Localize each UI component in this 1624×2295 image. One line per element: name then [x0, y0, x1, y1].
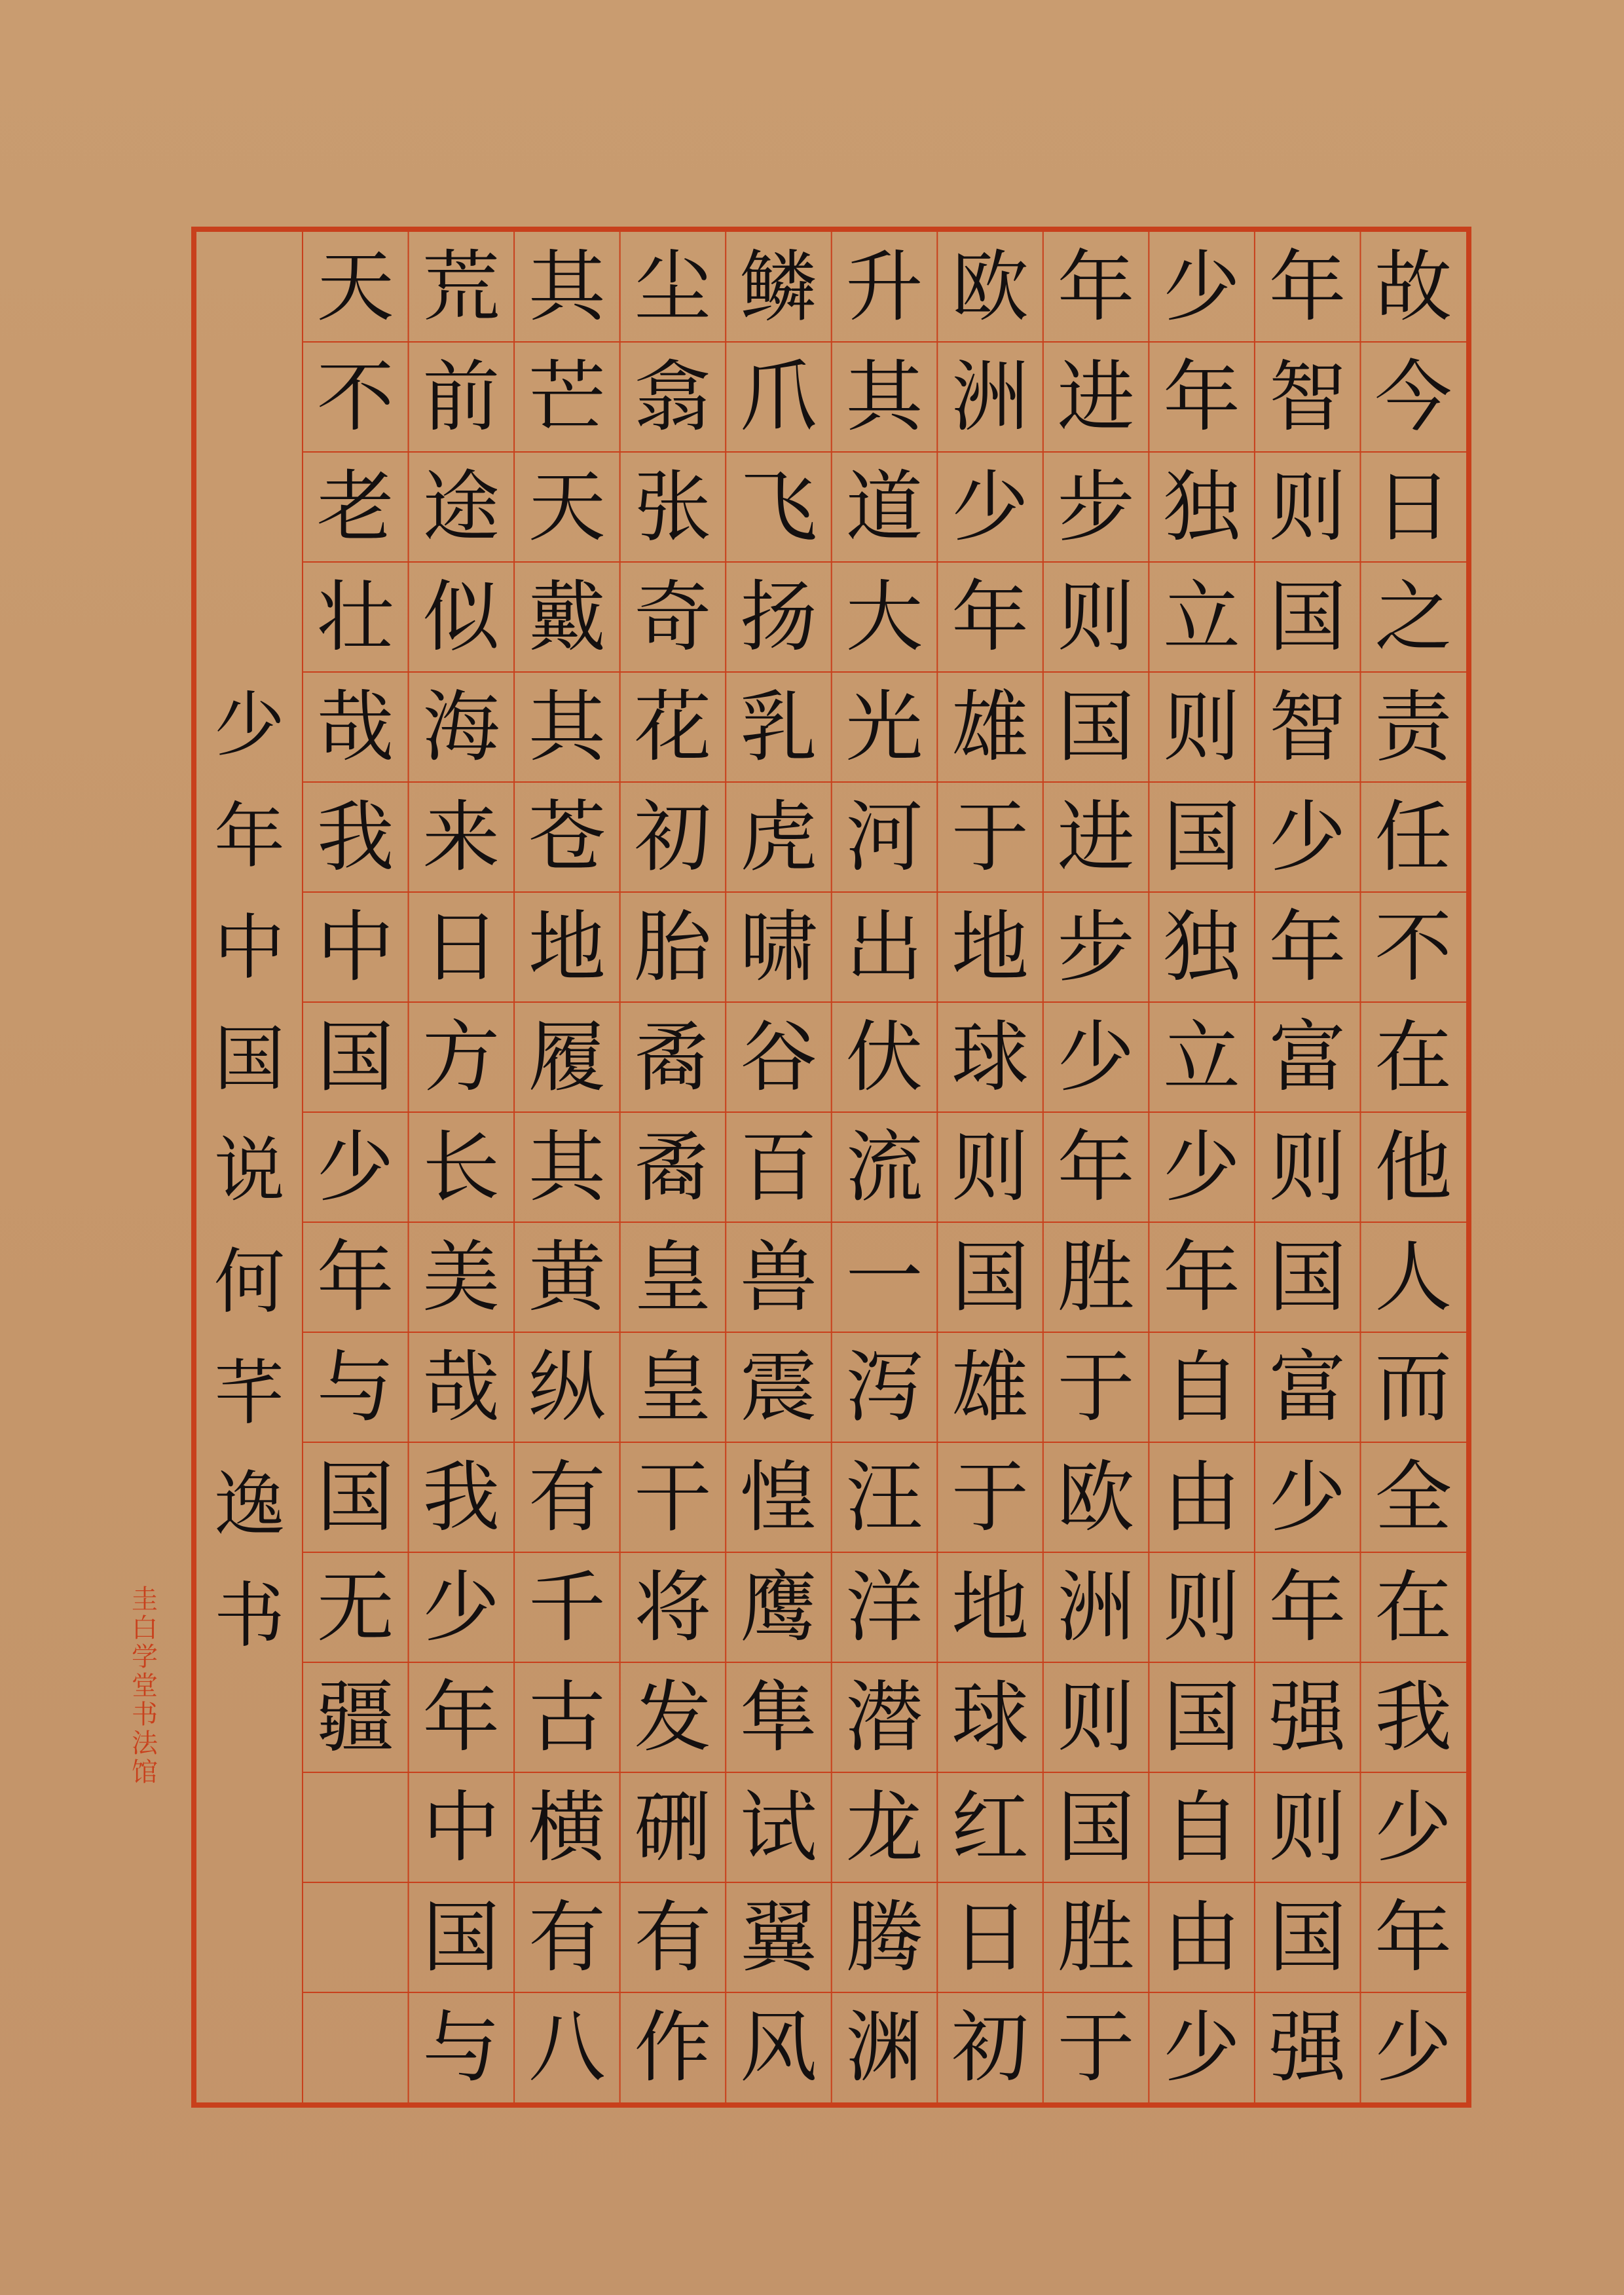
calligraphy-char: 海 [422, 682, 500, 772]
calligraphy-char: 泻 [845, 1342, 923, 1432]
calligraphy-char: 渊 [845, 2002, 923, 2093]
calligraphy-char: 流 [845, 1122, 923, 1212]
signature-char: 少 [213, 684, 285, 766]
calligraphy-text-grid [196, 232, 1466, 2102]
calligraphy-char: 天 [528, 462, 606, 552]
calligraphy-char: 百 [739, 1122, 817, 1212]
seal-char: 堂 [132, 1671, 158, 1701]
calligraphy-char: 地 [528, 902, 606, 992]
calligraphy-grid-frame [191, 227, 1471, 2108]
signature-char: 芊 [213, 1353, 285, 1434]
calligraphy-char: 富 [1268, 1012, 1346, 1102]
signature-char: 国 [213, 1018, 285, 1100]
calligraphy-char: 故 [1375, 242, 1452, 332]
calligraphy-char: 惶 [739, 1452, 817, 1542]
calligraphy-char: 翼 [739, 1892, 817, 1983]
calligraphy-char: 老 [316, 462, 394, 552]
calligraphy-char: 则 [1268, 1122, 1346, 1212]
calligraphy-char: 飞 [739, 462, 817, 552]
calligraphy-char: 由 [1163, 1452, 1241, 1542]
calligraphy-char: 步 [1057, 902, 1135, 992]
calligraphy-char: 少 [1268, 792, 1346, 882]
calligraphy-char: 国 [1268, 1232, 1346, 1322]
calligraphy-char: 潜 [845, 1672, 923, 1763]
calligraphy-char: 光 [845, 682, 923, 772]
calligraphy-char: 风 [739, 2002, 817, 2093]
calligraphy-char: 年 [1268, 1562, 1346, 1652]
calligraphy-char: 奇 [634, 572, 712, 662]
calligraphy-char: 球 [951, 1672, 1029, 1763]
calligraphy-char: 由 [1163, 1892, 1241, 1983]
calligraphy-char: 则 [1268, 462, 1346, 552]
signature-char: 何 [213, 1241, 285, 1323]
calligraphy-char: 我 [422, 1452, 500, 1542]
calligraphy-char: 苍 [528, 792, 606, 882]
seal-char: 白 [132, 1613, 158, 1643]
calligraphy-char: 进 [1057, 352, 1135, 442]
calligraphy-char: 红 [951, 1782, 1029, 1873]
calligraphy-char: 矞 [634, 1012, 712, 1102]
calligraphy-char: 少 [1375, 1782, 1452, 1873]
calligraphy-char: 古 [528, 1672, 606, 1763]
calligraphy-char: 年 [1057, 1122, 1135, 1212]
calligraphy-char: 中 [316, 902, 394, 992]
calligraphy-char: 皇 [634, 1342, 712, 1432]
calligraphy-char: 哉 [422, 1342, 500, 1432]
calligraphy-char: 欧 [951, 242, 1029, 332]
calligraphy-char: 少 [316, 1122, 394, 1212]
calligraphy-char: 一 [845, 1232, 923, 1322]
calligraphy-char: 疆 [316, 1672, 394, 1763]
calligraphy-char: 国 [1057, 1782, 1135, 1873]
calligraphy-char: 乳 [739, 682, 817, 772]
calligraphy-char: 兽 [739, 1232, 817, 1322]
calligraphy-char: 纵 [528, 1342, 606, 1432]
calligraphy-char: 立 [1163, 1012, 1241, 1102]
calligraphy-char: 其 [528, 1122, 606, 1212]
calligraphy-char: 胎 [634, 902, 712, 992]
signature-column [196, 232, 303, 2102]
calligraphy-char: 雄 [951, 1342, 1029, 1432]
calligraphy-char: 作 [634, 2002, 712, 2093]
calligraphy-char: 其 [528, 242, 606, 332]
calligraphy-char: 智 [1268, 352, 1346, 442]
calligraphy-char: 年 [1057, 242, 1135, 332]
calligraphy-char: 他 [1375, 1122, 1452, 1212]
calligraphy-char: 爪 [739, 352, 817, 442]
calligraphy-char: 道 [845, 462, 923, 552]
calligraphy-char: 汪 [845, 1452, 923, 1542]
calligraphy-char: 少 [422, 1562, 500, 1652]
calligraphy-char: 千 [528, 1562, 606, 1652]
calligraphy-char: 少 [1375, 2002, 1452, 2093]
calligraphy-char: 八 [528, 2002, 606, 2093]
calligraphy-char: 震 [739, 1342, 817, 1432]
calligraphy-char: 而 [1375, 1342, 1452, 1432]
calligraphy-char: 球 [951, 1012, 1029, 1102]
calligraphy-char: 国 [422, 1892, 500, 1983]
calligraphy-char: 鹰 [739, 1562, 817, 1652]
calligraphy-char: 进 [1057, 792, 1135, 882]
calligraphy-char: 智 [1268, 682, 1346, 772]
studio-seal [130, 1585, 160, 1787]
calligraphy-char: 有 [528, 1892, 606, 1983]
calligraphy-char: 强 [1268, 2002, 1346, 2093]
calligraphy-char: 于 [1057, 2002, 1135, 2093]
calligraphy-char: 任 [1375, 792, 1452, 882]
calligraphy-char: 少 [1163, 242, 1241, 332]
calligraphy-char: 皇 [634, 1232, 712, 1322]
calligraphy-char: 出 [845, 902, 923, 992]
calligraphy-char: 不 [1375, 902, 1452, 992]
calligraphy-char: 则 [1057, 1672, 1135, 1763]
calligraphy-char: 干 [634, 1452, 712, 1542]
calligraphy-char: 河 [845, 792, 923, 882]
calligraphy-char: 不 [316, 352, 394, 442]
calligraphy-char: 洋 [845, 1562, 923, 1652]
calligraphy-char: 履 [528, 1012, 606, 1102]
calligraphy-char: 在 [1375, 1562, 1452, 1652]
calligraphy-char: 少 [1057, 1012, 1135, 1102]
calligraphy-char: 年 [1268, 902, 1346, 992]
calligraphy-char: 我 [316, 792, 394, 882]
calligraphy-char: 其 [528, 682, 606, 772]
calligraphy-char: 于 [951, 1452, 1029, 1542]
calligraphy-char: 年 [422, 1672, 500, 1763]
calligraphy-char: 与 [316, 1342, 394, 1432]
calligraphy-char: 立 [1163, 572, 1241, 662]
calligraphy-char: 初 [951, 2002, 1029, 2093]
calligraphy-char: 年 [1163, 1232, 1241, 1322]
calligraphy-char: 谷 [739, 1012, 817, 1102]
calligraphy-char: 与 [422, 2002, 500, 2093]
seal-char: 法 [132, 1728, 158, 1759]
calligraphy-char: 则 [1163, 1562, 1241, 1652]
calligraphy-char: 大 [845, 572, 923, 662]
calligraphy-char: 人 [1375, 1232, 1452, 1322]
calligraphy-char: 日 [422, 902, 500, 992]
calligraphy-char: 国 [951, 1232, 1029, 1322]
calligraphy-char: 我 [1375, 1672, 1452, 1763]
calligraphy-char: 则 [1057, 572, 1135, 662]
calligraphy-char: 芒 [528, 352, 606, 442]
calligraphy-char: 洲 [951, 352, 1029, 442]
calligraphy-char: 似 [422, 572, 500, 662]
calligraphy-char: 国 [1057, 682, 1135, 772]
calligraphy-char: 国 [1268, 572, 1346, 662]
calligraphy-char: 壮 [316, 572, 394, 662]
calligraphy-char: 其 [845, 352, 923, 442]
calligraphy-char: 地 [951, 902, 1029, 992]
signature-char: 逸 [213, 1464, 285, 1546]
calligraphy-char: 日 [951, 1892, 1029, 1983]
calligraphy-char: 天 [316, 242, 394, 332]
calligraphy-char: 有 [528, 1452, 606, 1542]
calligraphy-char: 无 [316, 1562, 394, 1652]
calligraphy-char: 初 [634, 792, 712, 882]
seal-char: 圭 [132, 1584, 158, 1614]
calligraphy-char: 戴 [528, 572, 606, 662]
calligraphy-char: 雄 [951, 682, 1029, 772]
calligraphy-char: 独 [1163, 462, 1241, 552]
signature-char: 中 [213, 907, 285, 989]
signature-char: 说 [213, 1130, 285, 1212]
seal-char: 馆 [132, 1757, 158, 1787]
calligraphy-char: 独 [1163, 902, 1241, 992]
calligraphy-char: 年 [1163, 352, 1241, 442]
calligraphy-char: 少 [1163, 1122, 1241, 1212]
calligraphy-char: 啸 [739, 902, 817, 992]
calligraphy-char: 腾 [845, 1892, 923, 1983]
calligraphy-char: 国 [316, 1452, 394, 1542]
calligraphy-char: 国 [316, 1012, 394, 1102]
calligraphy-char: 花 [634, 682, 712, 772]
calligraphy-char: 年 [1375, 1892, 1452, 1983]
calligraphy-char: 国 [1163, 792, 1241, 882]
calligraphy-char: 年 [316, 1232, 394, 1322]
seal-char: 书 [132, 1700, 158, 1730]
calligraphy-char: 富 [1268, 1342, 1346, 1432]
calligraphy-char: 隼 [739, 1672, 817, 1763]
calligraphy-char: 之 [1375, 572, 1452, 662]
calligraphy-char: 荒 [422, 242, 500, 332]
calligraphy-char: 少 [1163, 2002, 1241, 2093]
calligraphy-char: 长 [422, 1122, 500, 1212]
calligraphy-char: 前 [422, 352, 500, 442]
calligraphy-char: 全 [1375, 1452, 1452, 1542]
calligraphy-char: 将 [634, 1562, 712, 1652]
calligraphy-char: 自 [1163, 1342, 1241, 1432]
calligraphy-char: 年 [1268, 242, 1346, 332]
calligraphy-char: 横 [528, 1782, 606, 1873]
calligraphy-char: 伏 [845, 1012, 923, 1102]
calligraphy-char: 责 [1375, 682, 1452, 772]
calligraphy-char: 于 [1057, 1342, 1135, 1432]
calligraphy-char: 强 [1268, 1672, 1346, 1763]
calligraphy-char: 尘 [634, 242, 712, 332]
calligraphy-char: 则 [1268, 1782, 1346, 1873]
calligraphy-char: 则 [951, 1122, 1029, 1212]
calligraphy-char: 欧 [1057, 1452, 1135, 1542]
calligraphy-char: 地 [951, 1562, 1029, 1652]
calligraphy-char: 年 [951, 572, 1029, 662]
calligraphy-char: 途 [422, 462, 500, 552]
calligraphy-char: 今 [1375, 352, 1452, 442]
calligraphy-char: 于 [951, 792, 1029, 882]
calligraphy-char: 胜 [1057, 1892, 1135, 1983]
calligraphy-char: 则 [1163, 682, 1241, 772]
calligraphy-char: 有 [634, 1892, 712, 1983]
calligraphy-char: 日 [1375, 462, 1452, 552]
calligraphy-char: 少 [951, 462, 1029, 552]
calligraphy-char: 国 [1268, 1892, 1346, 1983]
calligraphy-char: 中 [422, 1782, 500, 1873]
calligraphy-char: 扬 [739, 572, 817, 662]
calligraphy-char: 试 [739, 1782, 817, 1873]
calligraphy-char: 黄 [528, 1232, 606, 1322]
signature-char: 书 [213, 1575, 285, 1657]
calligraphy-char: 硎 [634, 1782, 712, 1873]
calligraphy-char: 鳞 [739, 242, 817, 332]
calligraphy-char: 美 [422, 1232, 500, 1322]
calligraphy-char: 步 [1057, 462, 1135, 552]
calligraphy-char: 国 [1163, 1672, 1241, 1763]
calligraphy-char: 翕 [634, 352, 712, 442]
calligraphy-char: 胜 [1057, 1232, 1135, 1322]
calligraphy-char: 龙 [845, 1782, 923, 1873]
calligraphy-char: 少 [1268, 1452, 1346, 1542]
calligraphy-char: 升 [845, 242, 923, 332]
calligraphy-char: 矞 [634, 1122, 712, 1212]
calligraphy-char: 发 [634, 1672, 712, 1763]
calligraphy-char: 哉 [316, 682, 394, 772]
seal-char: 学 [132, 1642, 158, 1672]
calligraphy-char: 虎 [739, 792, 817, 882]
calligraphy-char: 方 [422, 1012, 500, 1102]
calligraphy-char: 洲 [1057, 1562, 1135, 1652]
signature-char: 年 [213, 796, 285, 878]
calligraphy-char: 在 [1375, 1012, 1452, 1102]
calligraphy-char: 张 [634, 462, 712, 552]
calligraphy-char: 自 [1163, 1782, 1241, 1873]
calligraphy-char: 来 [422, 792, 500, 882]
